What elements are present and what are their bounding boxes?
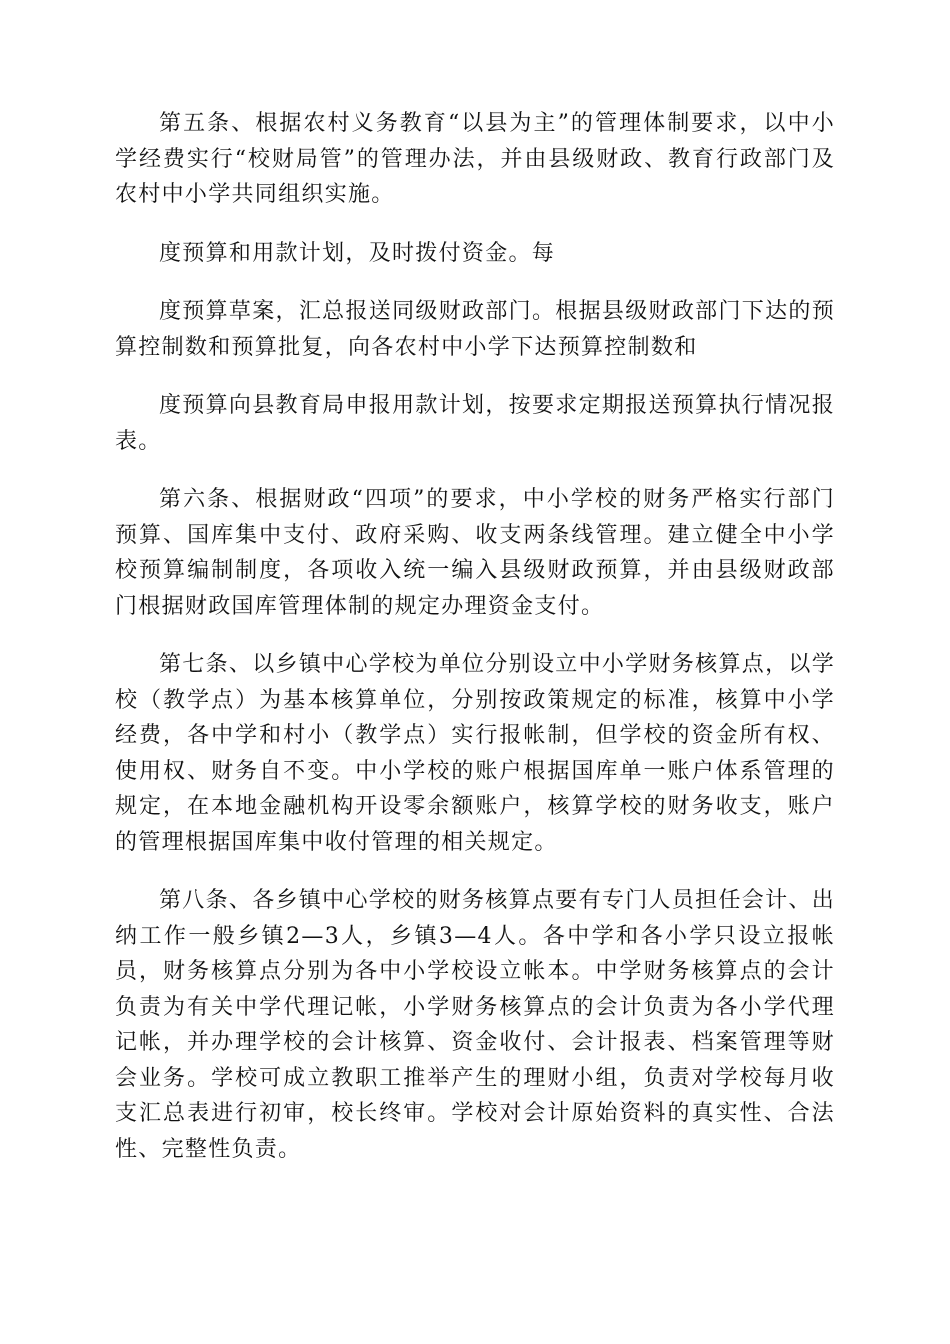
paragraph-fragment-budget-report: 度预算向县教育局申报用款计划，按要求定期报送预算执行情况报表。: [115, 393, 835, 454]
paragraph-article-6: 第六条、根据财政“四项”的要求，中小学校的财务严格实行部门预算、国库集中支付、政府采购、收支两条线管理。建立健全中小学校预算编制制度，各项收入统一编入县级财政预算，并由县级财政部门根据财政国库管理体制的规定办理资金支付。: [115, 487, 835, 619]
paragraph-article-5: 第五条、根据农村义务教育“以县为主”的管理体制要求，以中小学经费实行“校财局管”的管理办法，并由县级财政、教育行政部门及农村中小学共同组织实施。: [115, 111, 835, 207]
paragraph-fragment-budget-plan: 度预算和用款计划，及时拨付资金。每: [159, 240, 556, 266]
paragraph-fragment-budget-draft: 度预算草案，汇总报送同级财政部门。根据县级财政部门下达的预算控制数和预算批复，向各农村中小学下达预算控制数和: [115, 299, 835, 360]
paragraph-article-7: 第七条、以乡镇中心学校为单位分别设立中小学财务核算点，以学校（教学点）为基本核算单位，分别按政策规定的标准，核算中小学经费，各中学和村小（教学点）实行报帐制，但学校的资金所有权、使用权、财务自不变。中小学校的账户根据国库单一账户体系管理的规定，在本地金融机构开设零余额账户，核算学校的财务收支，账户的管理根据国库集中收付管理的相关规定。: [115, 652, 835, 855]
document-body: [115, 106, 835, 1190]
paragraph-article-8: 第八条、各乡镇中心学校的财务核算点要有专门人员担任会计、出纳工作一般乡镇2—3人，乡镇3—4人。各中学和各小学只设立报帐员，财务核算点分别为各中小学校设立帐本。中学财务核算点的会计负责为有关中学代理记帐，小学财务核算点的会计负责为各小学代理记帐，并办理学校的会计核算、资金收付、会计报表、档案管理等财会业务。学校可成立教职工推举产生的理财小组，负责对学校每月收支汇总表进行初审，校长终审。学校对会计原始资料的真实性、合法性、完整性负责。: [115, 888, 835, 1162]
